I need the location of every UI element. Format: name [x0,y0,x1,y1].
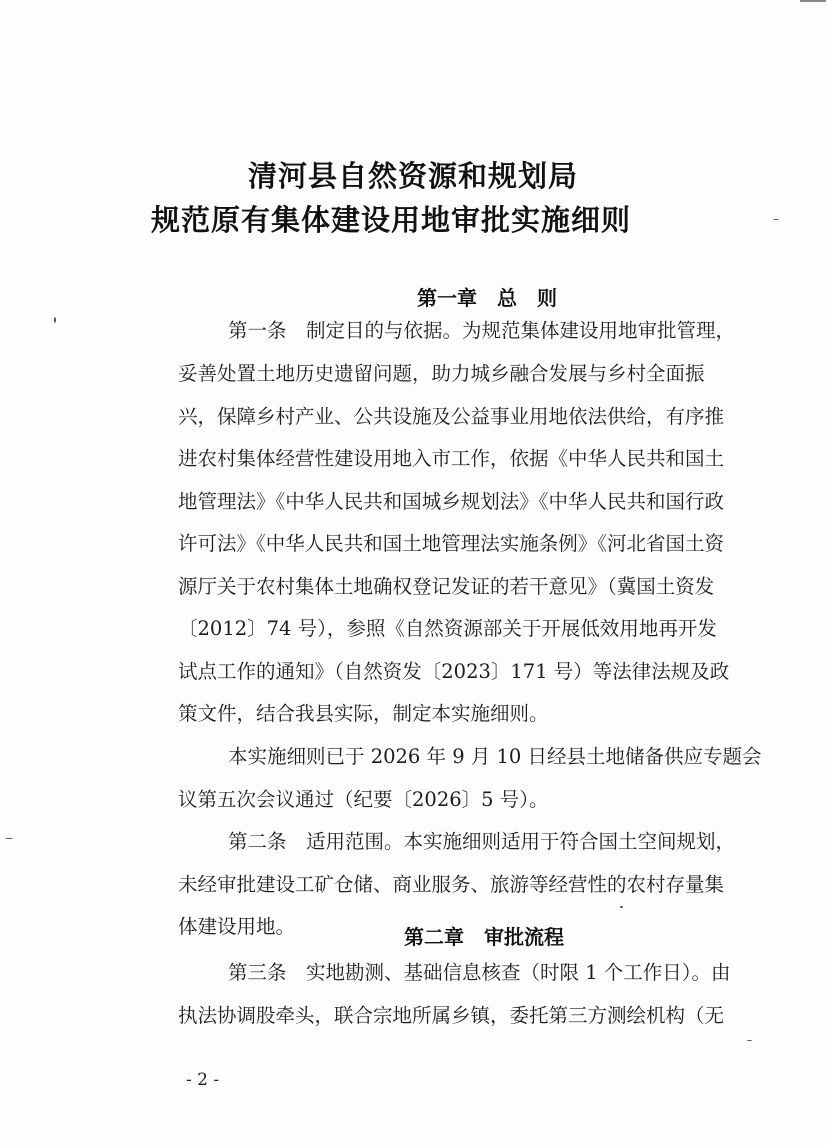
paragraph-line: 〔2012〕74 号），参照《自然资源部关于开展低效用地再开发 [178,617,717,640]
document-title-line2: 规范原有集体建设用地审批实施细则 [150,203,631,237]
scan-speck [5,838,13,839]
paragraph-line: 第二条 适用范围。本实施细则适用于符合国土空间规划， [228,830,736,853]
scan-edge [800,0,826,2]
chapter-heading-approval-process: 第二章 审批流程 [404,925,564,949]
paragraph-line: 第三条 实地勘测、基础信息核查（时限 1 个工作日）。由 [228,961,731,984]
paragraph-line: 地管理法》《中华人民共和国城乡规划法》《中华人民共和国行政 [178,490,725,513]
paragraph-line: 进农村集体经营性建设用地入市工作，依据《中华人民共和国土 [178,447,725,470]
paragraph-line: 本实施细则已于 2026 年 9 月 10 日经县土地储备供应专题会 [228,745,762,768]
paragraph-line: 策文件，结合我县实际，制定本实施细则。 [178,702,549,725]
paragraph-line: 执法协调股牵头，联合宗地所属乡镇，委托第三方测绘机构（无 [178,1004,725,1027]
document-title-line1: 清河县自然资源和规划局 [247,159,578,193]
paragraph-line: 源厅关于农村集体土地确权登记发证的若干意见》（冀国土资发 [178,575,715,598]
chapter-heading-general: 第一章 总 则 [417,286,557,310]
paragraph-line: 许可法》《中华人民共和国土地管理法实施条例》《河北省国土资 [178,532,725,555]
scan-speck [620,906,623,908]
paragraph-line: 试点工作的通知》（自然资发〔2023〕171 号）等法律法规及政 [178,660,730,683]
paragraph-line: 兴，保障乡村产业、公共设施及公益事业用地依法供给，有序推 [178,405,725,428]
scan-speck [54,317,56,323]
scan-speck [773,219,779,220]
paragraph-line: 议第五次会议通过（纪要〔2026〕5 号）。 [178,788,549,811]
paragraph-line: 妥善处置土地历史遗留问题，助力城乡融合发展与乡村全面振 [178,362,705,385]
page-number: - 2 - [186,1070,220,1090]
paragraph-line: 体建设用地。 [178,915,296,938]
scan-speck [747,1040,752,1041]
paragraph-line: 未经审批建设工矿仓储、商业服务、旅游等经营性的农村存量集 [178,873,725,896]
paragraph-line: 第一条 制定目的与依据。为规范集体建设用地审批管理， [228,319,736,342]
